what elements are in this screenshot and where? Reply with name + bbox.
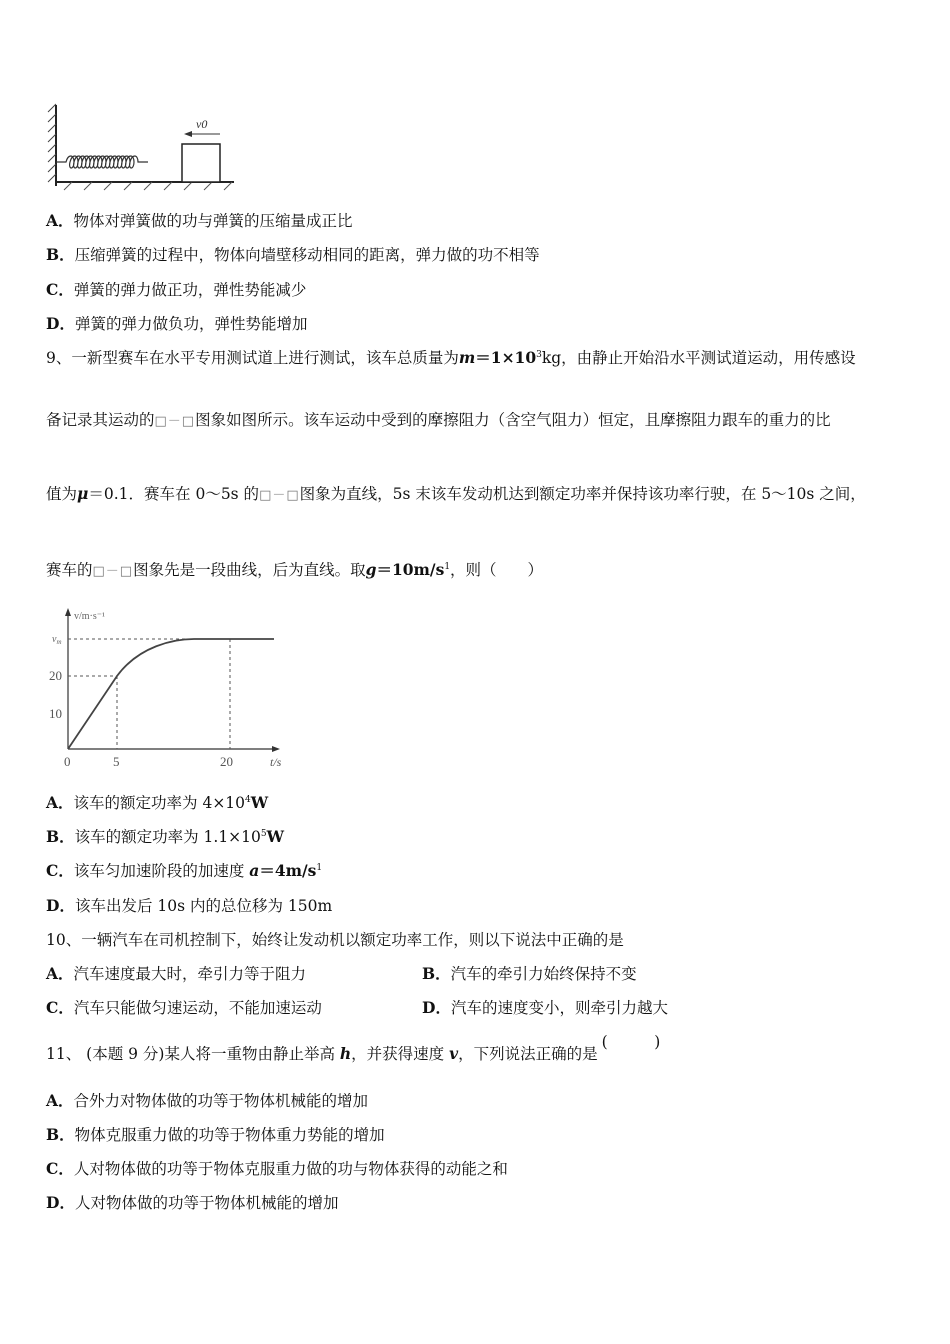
q11-option-a: A．合外力对物体做的功等于物体机械能的增加 (46, 1091, 369, 1110)
y-tick-10: 10 (49, 706, 62, 721)
missing-symbol-placeholder: □－□ (259, 488, 300, 503)
missing-symbol-placeholder: □－□ (154, 414, 196, 429)
y-axis-label: v/m·s⁻¹ (74, 611, 106, 622)
q10-options-row-2: C．汽车只能做匀速运动，不能加速运动 D．汽车的速度变小，则牵引力越大 (46, 998, 668, 1017)
spring-block-figure (44, 100, 244, 195)
vt-graph (44, 604, 294, 774)
q11-stem: 11、 (本题 9 分)某人将一重物由静止举高 h，并获得速度 v，下列说法正确的是( ) (46, 1033, 661, 1063)
q9-stem-line-4: 赛车的□－□图象先是一段曲线，后为直线。取$g=10m/s^1$，则（ ） (46, 560, 543, 582)
q9-option-c: C．该车匀加速阶段的加速度 $a=4m/s^1$ (46, 861, 323, 880)
q11-option-c: C．人对物体做的功等于物体克服重力做的功与物体获得的动能之和 (46, 1159, 508, 1178)
q8-option-d: D．弹簧的弹力做负功，弹性势能增加 (46, 314, 308, 333)
q11-option-d: D．人对物体做的功等于物体机械能的增加 (46, 1193, 339, 1212)
v0-label: v0 (196, 117, 208, 131)
q9-option-a: A．该车的额定功率为 $4\times 10^4W$ (46, 793, 269, 812)
velocity-curve (68, 639, 274, 749)
vm-label: $v_m$ (52, 634, 62, 646)
x-tick-20: 20 (220, 754, 233, 769)
q9-stem-line-2: 备记录其运动的□－□图象如图所示。该车运动中受到的摩擦阻力（含空气阻力）恒定，且摩擦阻力跟车的重力的比 (46, 410, 831, 432)
q10-stem: 10、一辆汽车在司机控制下，始终让发动机以额定功率工作，则以下说法中正确的是 (46, 931, 624, 949)
y-tick-20: 20 (49, 668, 62, 683)
spring (56, 156, 148, 168)
q8-option-c: C．弹簧的弹力做正功，弹性势能减少 (46, 280, 307, 299)
x-tick-5: 5 (113, 754, 120, 769)
q8-option-a: A．物体对弹簧做的功与弹簧的压缩量成正比 (46, 211, 353, 230)
q10-options-row-1: A．汽车速度最大时，牵引力等于阻力 B．汽车的牵引力始终保持不变 (46, 964, 637, 983)
q8-option-b: B．压缩弹簧的过程中，物体向墙壁移动相同的距离，弹力做的功不相等 (46, 245, 540, 264)
q9-option-b: B．该车的额定功率为 $1.1\times 10^5W$ (46, 827, 285, 846)
q9-stem-line-1: 9、一新型赛车在水平专用测试道上进行测试，该车总质量为$m=1\times 10^3kg$，由静止开始沿水平测试道运动，用传感设 (46, 348, 856, 367)
block (182, 144, 220, 182)
q11-option-b: B．物体克服重力做的功等于物体重力势能的增加 (46, 1125, 385, 1144)
x-tick-0: 0 (64, 754, 71, 769)
x-axis-label: t/s (270, 755, 282, 769)
q9-option-d: D．该车出发后 10s 内的总位移为 150m (46, 896, 333, 915)
q9-stem-line-3: 值为μ＝0.1．赛车在 0～5s 的□－□图象为直线，5s 末该车发动机达到额定功率并保持该功率行驶，在 5～10s 之间， (46, 484, 866, 506)
missing-symbol-placeholder: □－□ (92, 564, 134, 579)
